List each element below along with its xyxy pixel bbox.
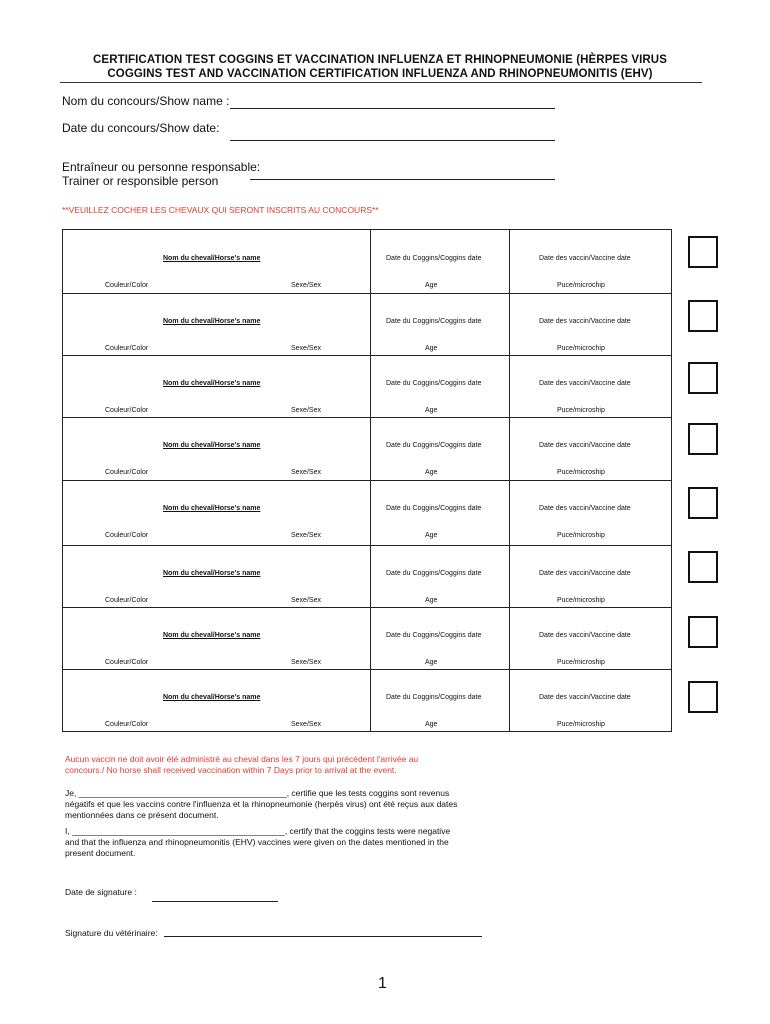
show-name-label: Nom du concours/Show name :: [62, 94, 230, 108]
microchip-label: Puce/microchip: [557, 345, 605, 352]
vaccine-date-label: Date des vaccin/Vaccine date: [539, 694, 631, 701]
horse-select-checkbox[interactable]: [688, 681, 718, 713]
vet-signature-label: Signature du vétérinaire:: [65, 928, 158, 938]
show-date-label: Date du concours/Show date:: [62, 121, 220, 135]
check-horses-warning: **VEUILLEZ COCHER LES CHEVAUX QUI SERONT INSCRITS AU CONCOURS**: [62, 205, 379, 215]
coggins-date-label: Date du Coggins/Coggins date: [386, 442, 482, 449]
signature-date-label: Date de signature :: [65, 887, 137, 897]
vaccine-date-label: Date des vaccin/Vaccine date: [539, 255, 631, 262]
sex-label: Sexe/Sex: [291, 345, 321, 352]
horse-row: [63, 545, 671, 607]
coggins-date-label: Date du Coggins/Coggins date: [386, 318, 482, 325]
horse-row: [63, 355, 671, 417]
certification-en: I, _____________________________________________, certify that the coggins tests were negative and that the influenza and rhinopneumonitis (EHV) vaccines were given on the dates mentioned in the present document.: [65, 826, 451, 858]
horse-row: [63, 230, 671, 293]
horse-name-label: Nom du cheval/Horse's name: [163, 694, 261, 701]
sex-label: Sexe/Sex: [291, 532, 321, 539]
horse-select-checkbox[interactable]: [688, 236, 718, 268]
microchip-label: Puce/microship: [557, 532, 605, 539]
horse-name-label: Nom du cheval/Horse's name: [163, 255, 261, 262]
age-label: Age: [425, 659, 438, 666]
horse-select-checkbox[interactable]: [688, 551, 718, 583]
microchip-label: Puce/microship: [557, 721, 605, 728]
signature-date-field[interactable]: [152, 901, 278, 902]
vaccine-date-label: Date des vaccin/Vaccine date: [539, 380, 631, 387]
horse-select-checkbox[interactable]: [688, 487, 718, 519]
horse-name-label: Nom du cheval/Horse's name: [163, 380, 261, 387]
horse-table: [62, 229, 672, 732]
microchip-label: Puce/microship: [557, 659, 605, 666]
color-label: Couleur/Color: [105, 659, 149, 666]
horse-select-checkbox[interactable]: [688, 616, 718, 648]
certification-fr: Je, ____________________________________________, certifie que les tests coggins sont revenus négatifs et que les vaccins contre l'influenza et la rhinopneumonie (herpès virus) ont été reçus aux dates mentionnées dans ce présent document.: [65, 788, 458, 820]
age-label: Age: [425, 469, 438, 476]
age-label: Age: [425, 721, 438, 728]
horse-name-label: Nom du cheval/Horse's name: [163, 632, 261, 639]
sex-label: Sexe/Sex: [291, 597, 321, 604]
microchip-label: Puce/microchip: [557, 282, 605, 289]
horse-select-checkbox[interactable]: [688, 423, 718, 455]
color-label: Couleur/Color: [105, 282, 149, 289]
age-label: Age: [425, 407, 438, 414]
coggins-date-label: Date du Coggins/Coggins date: [386, 694, 482, 701]
color-label: Couleur/Color: [105, 469, 149, 476]
microchip-label: Puce/microship: [557, 469, 605, 476]
show-date-field[interactable]: [230, 140, 555, 141]
color-label: Couleur/Color: [105, 721, 149, 728]
age-label: Age: [425, 345, 438, 352]
title-divider: [60, 82, 702, 83]
horse-row: [63, 607, 671, 669]
horse-select-checkbox[interactable]: [688, 300, 718, 332]
show-name-field[interactable]: [230, 108, 555, 109]
coggins-date-label: Date du Coggins/Coggins date: [386, 380, 482, 387]
vaccination-notice: Aucun vaccin ne doit avoir été administré au cheval dans les 7 jours qui précèdent l'arrivée au concours./ No horse shall received vaccination within 7 Days prior to arrival at the event.: [65, 754, 419, 775]
sex-label: Sexe/Sex: [291, 469, 321, 476]
vaccine-date-label: Date des vaccin/Vaccine date: [539, 505, 631, 512]
vaccine-date-label: Date des vaccin/Vaccine date: [539, 318, 631, 325]
horse-name-label: Nom du cheval/Horse's name: [163, 318, 261, 325]
vaccine-date-label: Date des vaccin/Vaccine date: [539, 570, 631, 577]
trainer-label-fr: Entraîneur ou personne responsable:: [62, 160, 261, 174]
vaccine-date-label: Date des vaccin/Vaccine date: [539, 632, 631, 639]
coggins-date-label: Date du Coggins/Coggins date: [386, 632, 482, 639]
sex-label: Sexe/Sex: [291, 659, 321, 666]
horse-row: [63, 417, 671, 480]
coggins-date-label: Date du Coggins/Coggins date: [386, 505, 482, 512]
horse-name-label: Nom du cheval/Horse's name: [163, 442, 261, 449]
color-label: Couleur/Color: [105, 407, 149, 414]
form-title-line-2: COGGINS TEST AND VACCINATION CERTIFICATION INFLUENZA AND RHINOPNEUMONITIS (EHV): [107, 68, 653, 80]
age-label: Age: [425, 282, 438, 289]
form-title-line-1: CERTIFICATION TEST COGGINS ET VACCINATION INFLUENZA ET RHINOPNEUMONIE (HÈRPES VIRUS: [93, 54, 667, 66]
horse-select-checkbox[interactable]: [688, 362, 718, 394]
coggins-date-label: Date du Coggins/Coggins date: [386, 255, 482, 262]
horse-row: [63, 293, 671, 355]
color-label: Couleur/Color: [105, 597, 149, 604]
sex-label: Sexe/Sex: [291, 282, 321, 289]
age-label: Age: [425, 532, 438, 539]
sex-label: Sexe/Sex: [291, 721, 321, 728]
vet-signature-field[interactable]: [164, 936, 482, 937]
horse-row: [63, 480, 671, 545]
horse-name-label: Nom du cheval/Horse's name: [163, 570, 261, 577]
age-label: Age: [425, 597, 438, 604]
color-label: Couleur/Color: [105, 345, 149, 352]
microchip-label: Puce/microship: [557, 407, 605, 414]
horse-name-label: Nom du cheval/Horse's name: [163, 505, 261, 512]
microchip-label: Puce/microship: [557, 597, 605, 604]
coggins-date-label: Date du Coggins/Coggins date: [386, 570, 482, 577]
page-number: 1: [378, 975, 387, 992]
sex-label: Sexe/Sex: [291, 407, 321, 414]
vaccine-date-label: Date des vaccin/Vaccine date: [539, 442, 631, 449]
trainer-field[interactable]: [250, 179, 555, 180]
horse-row: [63, 669, 671, 731]
color-label: Couleur/Color: [105, 532, 149, 539]
trainer-label-en: Trainer or responsible person: [62, 174, 219, 188]
